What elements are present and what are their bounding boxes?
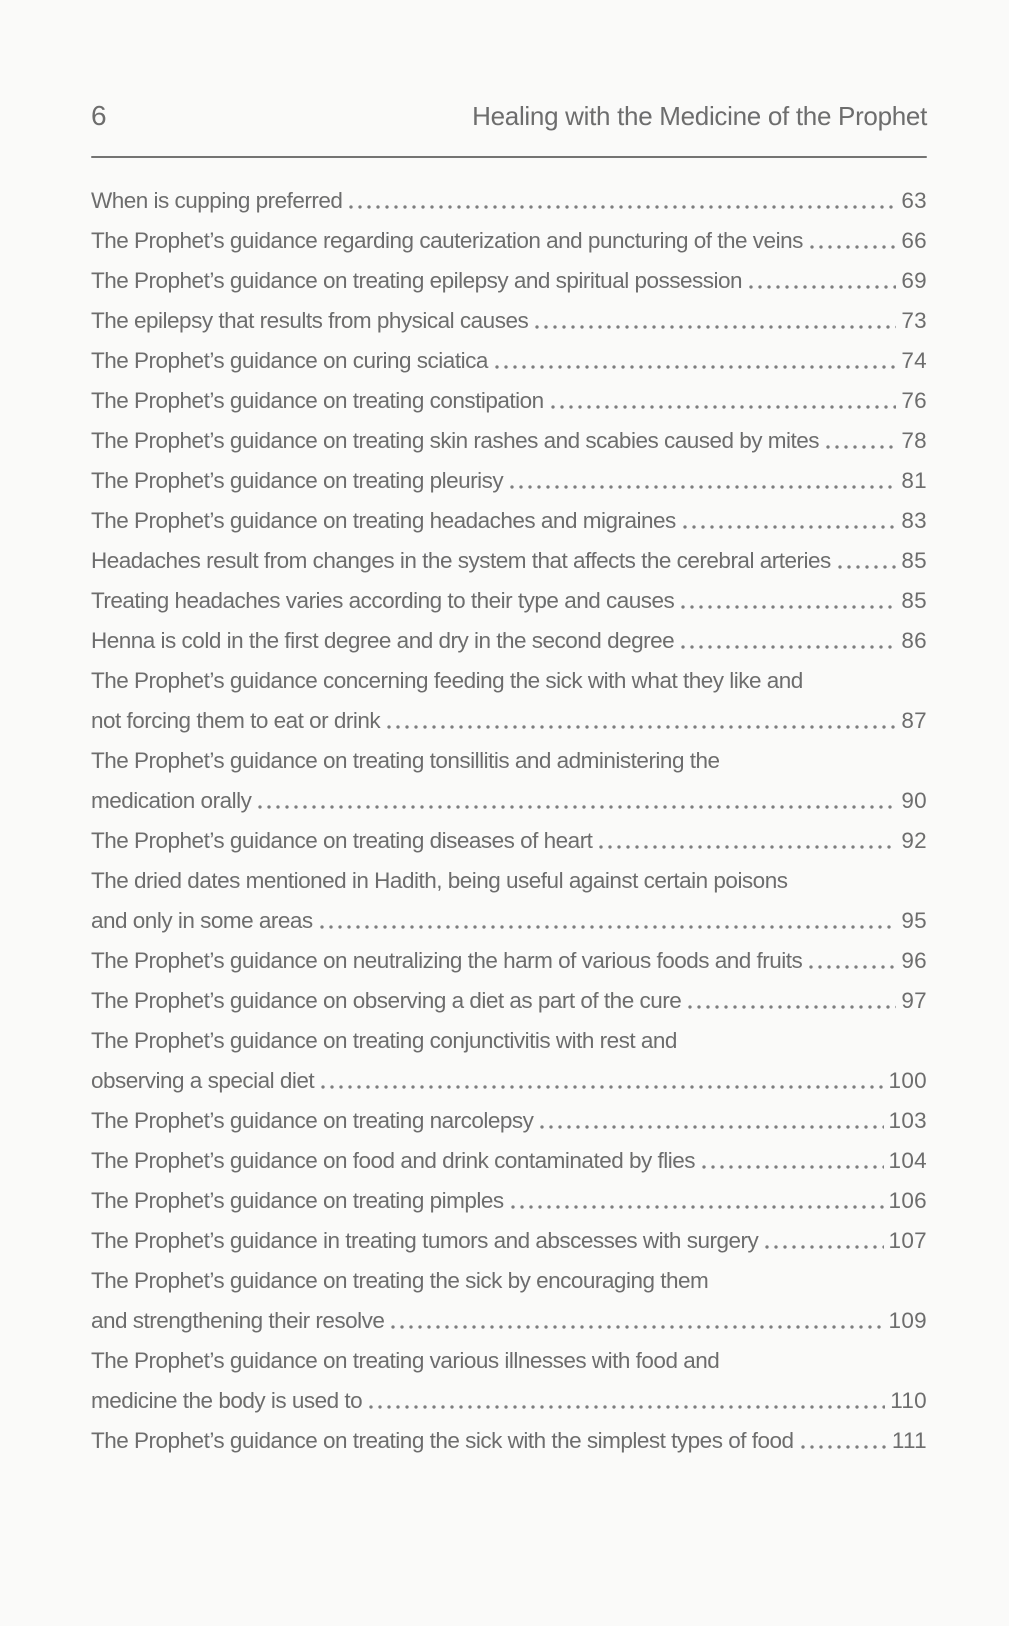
toc-entry xyxy=(91,334,927,374)
toc-entry-title: and only in some areas xyxy=(91,908,313,933)
toc-entry xyxy=(91,534,927,574)
dot-leader xyxy=(387,725,896,729)
toc-entry-line xyxy=(91,894,927,934)
toc-entry-title: The Prophet’s guidance on neutralizing the harm of various foods and fruits xyxy=(91,948,803,973)
dot-leader xyxy=(495,365,897,369)
toc-entry-line xyxy=(91,1294,927,1334)
toc-entry-page-number: 85 xyxy=(901,548,927,573)
book-page xyxy=(91,0,927,1454)
toc-entry-title: not forcing them to eat or drink xyxy=(91,708,381,733)
toc-entry xyxy=(91,1414,927,1454)
toc-entry xyxy=(91,1174,927,1214)
toc-entry xyxy=(91,494,927,534)
toc-entry-page-number: 78 xyxy=(901,428,927,453)
dot-leader xyxy=(321,1085,883,1089)
toc-entry-line xyxy=(91,334,927,374)
toc-entry-title: The Prophet’s guidance on curing sciatica xyxy=(91,348,488,373)
dot-leader xyxy=(809,965,896,969)
toc-entry-title: and strengthening their resolve xyxy=(91,1308,385,1333)
toc-entry-title: The Prophet’s guidance in treating tumors and abscesses with surgery xyxy=(91,1228,759,1253)
toc-entry-page-number: 73 xyxy=(901,308,927,333)
dot-leader xyxy=(349,205,896,209)
toc-entry-title: The Prophet’s guidance on treating the sick with the simplest types of food xyxy=(91,1428,794,1453)
toc-entry-line xyxy=(91,1334,927,1374)
toc-entry-title: When is cupping preferred xyxy=(91,188,343,213)
toc-entry-line xyxy=(91,1214,927,1254)
toc-entry-line xyxy=(91,454,927,494)
toc-entry xyxy=(91,294,927,334)
toc-entry-title: The Prophet’s guidance on treating constipation xyxy=(91,388,544,413)
toc-entry xyxy=(91,454,927,494)
running-title: Healing with the Medicine of the Prophet xyxy=(472,101,927,131)
toc-entry-page-number: 85 xyxy=(901,588,927,613)
dot-leader xyxy=(826,445,896,449)
toc-entry-line xyxy=(91,1414,927,1454)
toc-entry xyxy=(91,254,927,294)
dot-leader xyxy=(599,845,896,849)
toc-entry xyxy=(91,1014,927,1094)
dot-leader xyxy=(688,1005,896,1009)
toc-entry xyxy=(91,414,927,454)
toc-entry-title: The Prophet’s guidance on treating pleurisy xyxy=(91,468,504,493)
toc-entry-line xyxy=(91,534,927,574)
toc-entry-page-number: 109 xyxy=(888,1308,927,1333)
toc-list xyxy=(91,174,927,1454)
toc-entry xyxy=(91,934,927,974)
toc-entry-page-number: 90 xyxy=(901,788,927,813)
toc-entry-title: medicine the body is used to xyxy=(91,1388,363,1413)
toc-entry-title: The dried dates mentioned in Hadith, being useful against certain poisons xyxy=(91,868,788,893)
toc-entry-title: Headaches result from changes in the system that affects the cerebral arteries xyxy=(91,548,831,573)
toc-entry-line xyxy=(91,494,927,534)
toc-entry-title: The Prophet’s guidance concerning feeding the sick with what they like and xyxy=(91,668,803,693)
toc-entry-line xyxy=(91,854,927,894)
toc-entry-title: The Prophet’s guidance on food and drink contaminated by flies xyxy=(91,1148,695,1173)
toc-entry-title: The Prophet’s guidance on treating various illnesses with food and xyxy=(91,1348,720,1373)
dot-leader xyxy=(838,565,897,569)
toc-entry xyxy=(91,214,927,254)
toc-entry-line xyxy=(91,574,927,614)
toc-entry-page-number: 111 xyxy=(891,1428,927,1453)
dot-leader xyxy=(511,1205,884,1209)
toc-entry-page-number: 100 xyxy=(888,1068,927,1093)
toc-entry xyxy=(91,654,927,734)
toc-entry xyxy=(91,854,927,934)
dot-leader xyxy=(535,325,896,329)
toc-entry-page-number: 96 xyxy=(901,948,927,973)
toc-entry-title: The Prophet’s guidance on treating epilepsy and spiritual possession xyxy=(91,268,743,293)
toc-entry-line xyxy=(91,214,927,254)
dot-leader xyxy=(258,805,896,809)
toc-entry-page-number: 63 xyxy=(901,188,927,213)
toc-entry-page-number: 107 xyxy=(888,1228,927,1253)
toc-entry-title: The Prophet’s guidance on observing a diet as part of the cure xyxy=(91,988,682,1013)
toc-entry-title: Henna is cold in the first degree and dry in the second degree xyxy=(91,628,675,653)
dot-leader xyxy=(749,285,896,289)
toc-entry-title: The Prophet’s guidance regarding cauterization and puncturing of the veins xyxy=(91,228,803,253)
toc-entry-title: The Prophet’s guidance on treating pimples xyxy=(91,1188,504,1213)
toc-entry-line xyxy=(91,294,927,334)
toc-entry-title: The Prophet’s guidance on treating tonsillitis and administering the xyxy=(91,748,720,773)
dot-leader xyxy=(540,1125,883,1129)
toc-entry-line xyxy=(91,734,927,774)
header-rule xyxy=(91,156,927,158)
toc-entry-page-number: 86 xyxy=(901,628,927,653)
toc-entry xyxy=(91,1134,927,1174)
toc-entry-title: Treating headaches varies according to their type and causes xyxy=(91,588,675,613)
dot-leader xyxy=(801,1445,887,1449)
toc-entry-title: The Prophet’s guidance on treating headaches and migraines xyxy=(91,508,676,533)
toc-entry-line xyxy=(91,1134,927,1174)
toc-entry-page-number: 83 xyxy=(901,508,927,533)
toc-entry xyxy=(91,174,927,214)
dot-leader xyxy=(765,1245,883,1249)
toc-entry-page-number: 104 xyxy=(888,1148,927,1173)
toc-entry-line xyxy=(91,814,927,854)
toc-entry-line xyxy=(91,1254,927,1294)
toc-entry-line xyxy=(91,614,927,654)
page-header xyxy=(91,0,927,132)
toc-entry-line xyxy=(91,174,927,214)
toc-entry-title: The Prophet’s guidance on treating conjunctivitis with rest and xyxy=(91,1028,677,1053)
toc-entry-title: The Prophet’s guidance on treating narcolepsy xyxy=(91,1108,534,1133)
toc-entry-line xyxy=(91,374,927,414)
toc-entry-page-number: 66 xyxy=(901,228,927,253)
toc-entry xyxy=(91,1254,927,1334)
toc-entry xyxy=(91,814,927,854)
toc-entry-page-number: 103 xyxy=(888,1108,927,1133)
dot-leader xyxy=(320,925,897,929)
toc-entry-title: The Prophet’s guidance on treating skin rashes and scabies caused by mites xyxy=(91,428,820,453)
toc-entry xyxy=(91,1094,927,1134)
dot-leader xyxy=(681,645,896,649)
toc-entry-title: The Prophet’s guidance on treating diseases of heart xyxy=(91,828,593,853)
dot-leader xyxy=(681,605,896,609)
toc-entry xyxy=(91,574,927,614)
dot-leader xyxy=(551,405,897,409)
toc-entry-page-number: 74 xyxy=(901,348,927,373)
toc-entry-line xyxy=(91,694,927,734)
toc-entry-page-number: 76 xyxy=(901,388,927,413)
toc-entry-line xyxy=(91,254,927,294)
toc-entry-title: The epilepsy that results from physical causes xyxy=(91,308,529,333)
toc-entry-title: The Prophet’s guidance on treating the sick by encouraging them xyxy=(91,1268,709,1293)
dot-leader xyxy=(510,485,896,489)
toc-entry-line xyxy=(91,1014,927,1054)
dot-leader xyxy=(702,1165,884,1169)
dot-leader xyxy=(810,245,897,249)
toc-entry-page-number: 69 xyxy=(901,268,927,293)
toc-entry-page-number: 95 xyxy=(901,908,927,933)
toc-entry-page-number: 106 xyxy=(888,1188,927,1213)
toc-entry-line xyxy=(91,1094,927,1134)
toc-entry-page-number: 110 xyxy=(890,1388,927,1413)
toc-entry-page-number: 87 xyxy=(901,708,927,733)
toc-entry-title: observing a special diet xyxy=(91,1068,315,1093)
dot-leader xyxy=(391,1325,883,1329)
toc-entry-line xyxy=(91,1374,927,1414)
toc-entry-line xyxy=(91,1174,927,1214)
page-number: 6 xyxy=(91,100,108,131)
toc-entry xyxy=(91,1334,927,1414)
toc-entry-line xyxy=(91,414,927,454)
toc-entry-page-number: 81 xyxy=(901,468,927,493)
toc-entry xyxy=(91,1214,927,1254)
toc-entry xyxy=(91,374,927,414)
toc-entry xyxy=(91,974,927,1014)
toc-entry-line xyxy=(91,974,927,1014)
toc-entry-line xyxy=(91,1054,927,1094)
toc-entry-page-number: 92 xyxy=(901,828,927,853)
toc-entry-page-number: 97 xyxy=(901,988,927,1013)
dot-leader xyxy=(683,525,897,529)
toc-entry-line xyxy=(91,774,927,814)
toc-entry xyxy=(91,614,927,654)
toc-entry-line xyxy=(91,934,927,974)
dot-leader xyxy=(369,1405,885,1409)
toc-entry-line xyxy=(91,654,927,694)
toc-entry xyxy=(91,734,927,814)
toc-entry-title: medication orally xyxy=(91,788,252,813)
